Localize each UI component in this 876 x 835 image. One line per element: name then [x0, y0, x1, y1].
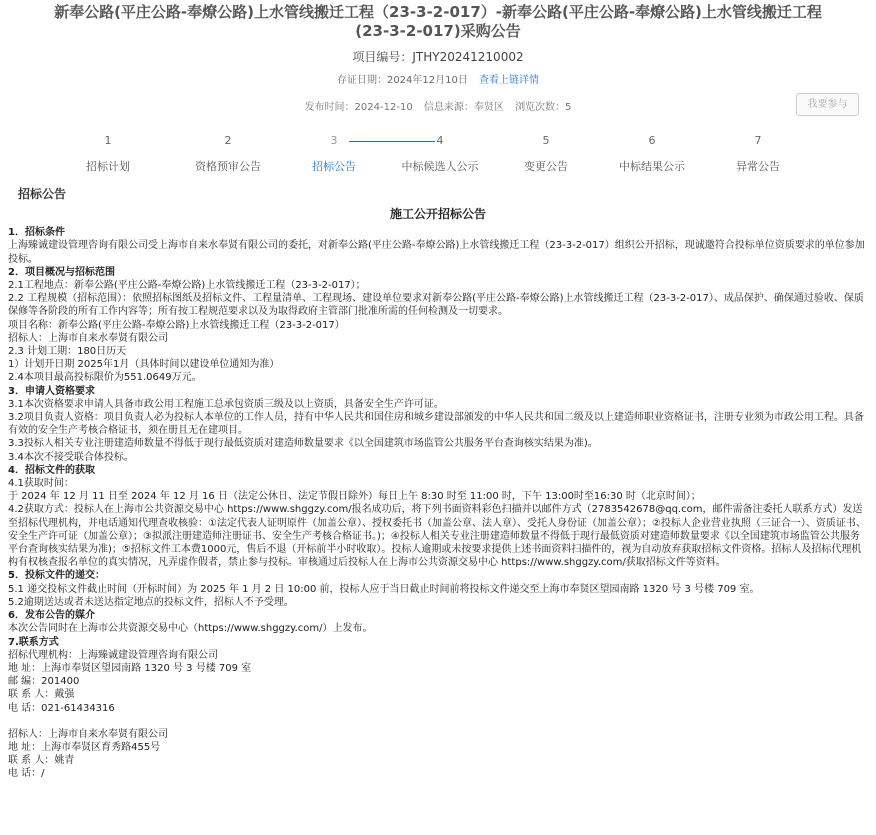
step-label: 招标公告	[312, 160, 356, 173]
section-heading: 1．招标条件	[8, 227, 65, 239]
paragraph: 电 话：/	[8, 768, 45, 780]
paragraph: 上海臻诚建设管理咨询有限公司受上海市自来水奉贤有限公司的委托，对新奉公路(平庄公路-奉燎公路)上水管线搬迁工程（23-3-2-017）组织公开招标，现诚邀符合投标单位资质要求的单位参加投标。	[8, 240, 865, 265]
step-label: 变更公告	[524, 160, 568, 173]
paragraph: 4.2获取方式：投标人在上海市公共资源交易中心 https://www.shggzy.com/报名成功后，将下列书面资料彩色扫描并以邮件方式（2783542678@qq.com，邮件需备注委托人联系方式）发送至招标代理机构，并电话通知代理查收核验：①法定代表人证明原件（加盖公章）、授权委托书（加盖公章、法人章）、受托人身份证（加盖公章）；②投标人企业营业执照（三证合一）、资质证书、安全生产许可证（加盖公章）；③拟派注册建造师注册证书、安全生产考核合格证书。)；④投标人相关专业注册建造师数量不得低于现行最低资质对建造师数量要求《以全国建筑市场监管公共服务平台查询核实结果为准)；⑤招标文件工本费1000元，售后不退（开标前半小时收取）。投标人逾期或未按要求提供上述书面资料扫描件的，视为自动放弃获取招标文件资格。招标人及招标代理机构有权核查报名单位的真实情况，凡弄虚作假者，禁止参与投标。审核通过后投标人在上海市公共资源交易中心 https://www.shggzy.com/获取招标文件等资料。	[8, 504, 866, 569]
paragraph: 2.2 工程规模（招标范围）：依照招标图纸及招标文件、工程量清单、工程现场、建设单位要求对新奉公路(平庄公路-奉燎公路)上水管线搬迁工程（23-3-2-017）、成品保护、确保通过验收、保质保修等各阶段的所有工作内容等；所有按工程规范要求以及为取得政府主管部门批准所需的任何检测及一切要求。	[8, 293, 864, 318]
paragraph: 2.4本项目最高投标限价为551.0649万元。	[8, 372, 202, 384]
project-number: 项目编号：JTHY20241210002	[352, 50, 524, 64]
section-title: 招标公告	[18, 187, 67, 201]
step-candidate-publicity[interactable]	[387, 134, 493, 174]
section-heading: 7.联系方式	[8, 636, 59, 648]
paragraph: 本次公告同时在上海市公共资源交易中心（https://www.shggzy.com/）上发布。	[8, 623, 373, 635]
process-steps	[55, 134, 815, 174]
paragraph: 5.2逾期送达或者未送达指定地点的投标文件，招标人不予受理。	[8, 596, 294, 608]
publish-time: 发布时间：2024-12-10	[304, 102, 413, 113]
page-title-line-2: (23-3-2-017)采购公告	[355, 22, 521, 40]
step-label: 异常公告	[736, 160, 780, 173]
step-change-notice[interactable]	[493, 134, 599, 174]
join-button[interactable]: 我要参与	[796, 93, 859, 116]
paragraph: 项目名称：新奉公路(平庄公路-奉燎公路)上水管线搬迁工程（23-3-2-017）	[8, 319, 345, 331]
info-source: 信息来源：奉贤区	[423, 102, 504, 113]
step-number: 3	[330, 134, 338, 147]
deposit-date: 存证日期：2024年12月10日	[336, 75, 468, 86]
paragraph: 3.1本次资格要求申请人具备市政公用工程施工总承包资质三级及以上资质，具备安全生产许可证。	[8, 398, 444, 410]
step-number: 4	[436, 134, 444, 147]
page-title	[0, 3, 876, 41]
paragraph: 3.4本次不接受联合体投标。	[8, 451, 134, 463]
paragraph: 招标代理机构：上海臻诚建设管理咨询有限公司	[8, 649, 218, 661]
paragraph: 1）计划开日期 2025年1月（具体时间以建设单位通知为准）	[8, 359, 280, 371]
step-exception-notice[interactable]	[705, 134, 811, 174]
document-title: 施工公开招标公告	[389, 207, 486, 221]
paragraph: 3.2项目负责人资格：项目负责人必为投标人本单位的工作人员，持有中华人民共和国住房和城乡建设部颁发的中华人民共和国二级及以上建造师职业资格证书，注册专业须为市政公用工程。具备有效的安全生产考核合格证书，须在册且无在建项目。	[8, 412, 864, 437]
section-heading: 4．招标文件的获取	[8, 464, 95, 476]
section-heading: 2．项目概况与招标范围	[8, 266, 115, 278]
announcement-body	[8, 208, 868, 781]
step-label: 招标计划	[86, 160, 130, 173]
page-title-line-1: 新奉公路(平庄公路-奉燎公路)上水管线搬迁工程（23-3-2-017）-新奉公路(平庄公路-奉燎公路)上水管线搬迁工程	[54, 3, 822, 21]
paragraph: 地 址：上海市奉贤区育秀路455号	[8, 741, 161, 753]
announcement-header	[0, 0, 876, 41]
step-number: 1	[104, 134, 112, 147]
section-heading: 6．发布公告的媒介	[8, 610, 95, 622]
paragraph: 2.1工程地点：新奉公路(平庄公路-奉燎公路)上水管线搬迁工程（23-3-2-017）；	[8, 280, 366, 292]
paragraph: 招标人：上海市自来水奉贤有限公司	[8, 332, 168, 344]
paragraph: 邮 编：201400	[8, 676, 80, 688]
paragraph: 于 2024 年 12 月 11 日至 2024 年 12 月 16 日（法定公休日、法定节假日除外）每日上午 8:30 时至 11:00 时，下午 13:00时至16:30 时（北京时间）；	[8, 491, 701, 503]
chain-details-link[interactable]: 查看上链详情	[479, 75, 540, 86]
step-number: 5	[542, 134, 550, 147]
step-label: 资格预审公告	[195, 160, 261, 173]
publish-meta	[0, 98, 876, 113]
paragraph: 联 系 人：戴强	[8, 689, 75, 701]
deposit-info	[0, 71, 876, 86]
paragraph: 电 话：021-61434316	[8, 702, 115, 714]
paragraph: 地 址：上海市奉贤区望园南路 1320 号 3 号楼 709 室	[8, 662, 252, 674]
step-bidding-plan[interactable]	[55, 134, 161, 174]
paragraph: 3.3投标人相关专业注册建造师数量不得低于现行最低资质对建造师数量要求《以全国建筑市场监管公共服务平台查询核实结果为准)。	[8, 438, 598, 450]
step-label: 中标结果公示	[619, 160, 685, 173]
paragraph: 2.3 计划工期：180日历天	[8, 346, 127, 358]
step-label: 中标候选人公示	[401, 160, 479, 173]
step-number: 6	[648, 134, 656, 147]
step-number: 7	[754, 134, 762, 147]
paragraph: 5.1 递交投标文件截止时间（开标时间）为 2025 年 1 月 2 日 10:00 前，投标人应于当日截止时间前将投标文件递交至上海市奉贤区望园南路 1320 号 3 号楼 709 室。	[8, 583, 760, 595]
section-heading: 3．申请人资格要求	[8, 385, 95, 397]
paragraph-spacer	[8, 715, 868, 728]
step-tender-notice[interactable]	[281, 134, 387, 174]
paragraph: 招标人：上海市自来水奉贤有限公司	[8, 728, 168, 740]
section-heading: 5．投标文件的递交：	[8, 570, 105, 582]
step-award-result[interactable]	[599, 134, 705, 174]
view-count: 浏览次数：5	[515, 102, 572, 113]
step-number: 2	[224, 134, 232, 147]
paragraph: 4.1获取时间：	[8, 478, 74, 490]
paragraph: 联 系 人：姚青	[8, 755, 75, 767]
announcement-paragraphs	[8, 226, 868, 780]
step-prequalification[interactable]	[175, 134, 281, 174]
